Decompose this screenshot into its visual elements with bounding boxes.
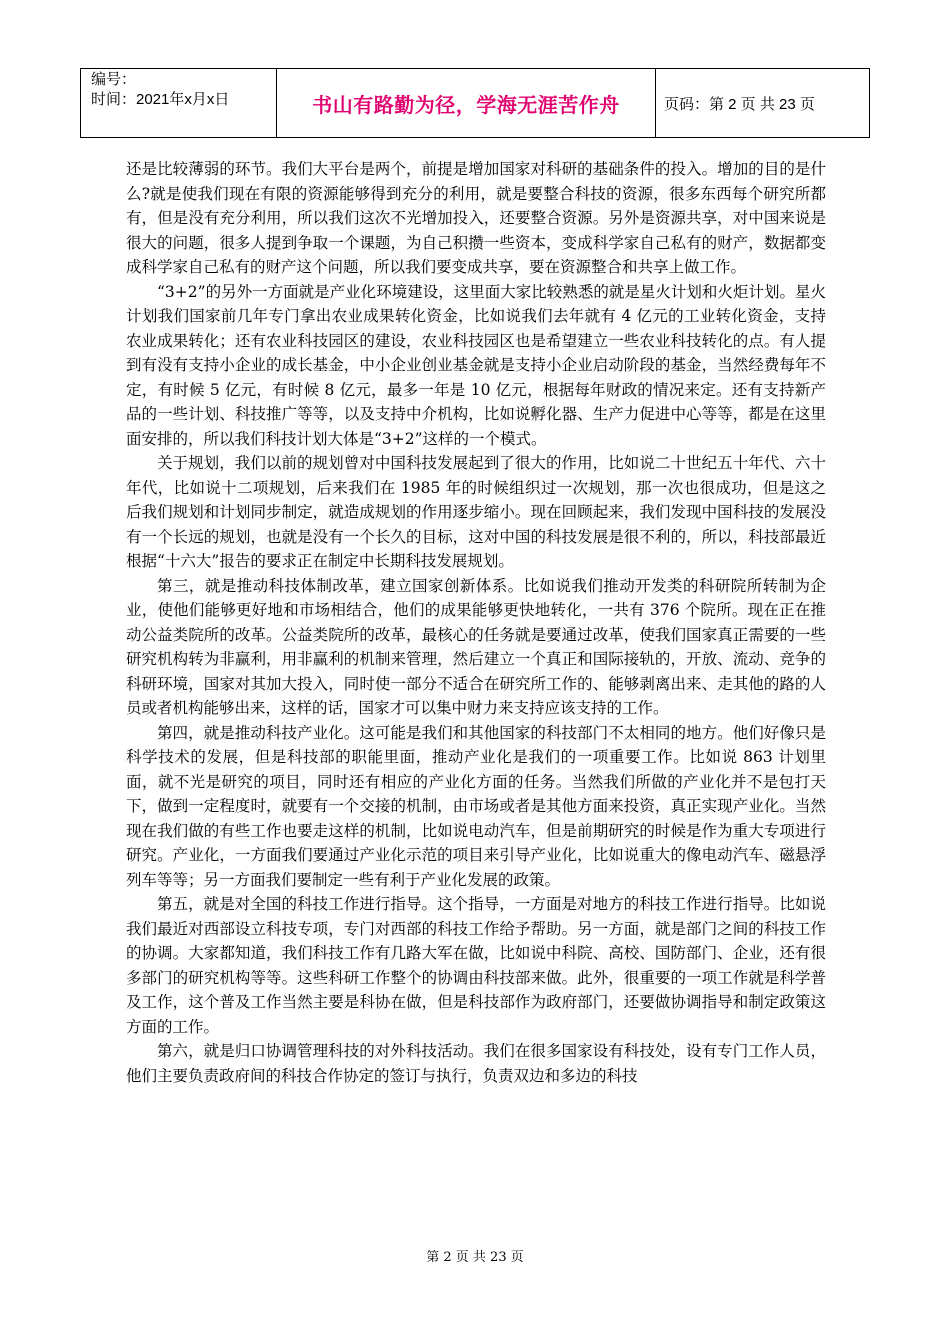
header-motto: 书山有路勤为径，学海无涯苦作舟 [277, 69, 656, 137]
header-page-number: 页码：第 2 页 共 23 页 [664, 95, 815, 113]
header-meta [81, 69, 277, 137]
paragraph: 关于规划，我们以前的规划曾对中国科技发展起到了很大的作用，比如说二十世纪五十年代、六十年代，比如说十二项规划，后来我们在 1985 年的时候组织过一次规划，那一次也很成功，但是这之后我们规划和计划同步制定，就造成规划的作用逐步缩小。现在回顾起来，我们发现中国科技的发展没有一个长远的规划，也就是没有一个长久的目标，这对中国的科技发展是很不利的，所以，科技部最近根据“十六大”报告的要求正在制定中长期科技发展规划。 [126, 454, 826, 570]
paragraph: 第六，就是归口协调管理科技的对外科技活动。我们在很多国家设有科技处，设有专门工作人员，他们主要负责政府间的科技合作协定的签订与执行，负责双边和多边的科技 [126, 1042, 826, 1085]
paragraph: 还是比较薄弱的环节。我们大平台是两个，前提是增加国家对科研的基础条件的投入。增加的目的是什么?就是使我们现在有限的资源能够得到充分的利用，就是要整合科技的资源，很多东西每个研究所都有，但是没有充分利用，所以我们这次不光增加投入，还要整合资源。另外是资源共享，对中国来说是很大的问题，很多人提到争取一个课题，为自己积攒一些资本，变成科学家自己私有的财产，数据都变成科学家自己私有的财产这个问题，所以我们要变成共享，要在资源整合和共享上做工作。 [126, 160, 826, 276]
document-date-label: 时间：2021年x月x日 [91, 91, 230, 108]
paragraph: 第三，就是推动科技体制改革，建立国家创新体系。比如说我们推动开发类的科研院所转制为企业，使他们能够更好地和市场相结合，他们的成果能够更快地转化，一共有 376 个院所。现在正在推动公益类院所的改革。公益类院所的改革，最核心的任务就是要通过改革，使我们国家真正需要的一些研究机构转为非赢利，用非赢利的机制来管理，然后建立一个真正和国际接轨的，开放、流动、竞争的科研环境，国家对其加大投入，同时使一部分不适合在研究所工作的、能够剥离出来、走其他的路的人员或者机构能够出来，这样的话，国家才可以集中财力来支持应该支持的工作。 [126, 576, 826, 717]
page-footer: 第 2 页 共 23 页 [426, 1250, 524, 1265]
document-number-label: 编号： [91, 71, 137, 88]
page-header [80, 68, 870, 138]
paragraph: 第五，就是对全国的科技工作进行指导。这个指导，一方面是对地方的科技工作进行指导。比如说我们最近对西部设立科技专项，专门对西部的科技工作给予帮助。另一方面，就是部门之间的科技工作的协调。大家都知道，我们科技工作有几路大军在做，比如说中科院、高校、国防部门、企业，还有很多部门的研究机构等等。这些科研工作整个的协调由科技部来做。此外，很重要的一项工作就是科学普及工作，这个普及工作当然主要是科协在做，但是科技部作为政府部门，还要做协调指导和制定政策这方面的工作。 [126, 895, 826, 1036]
paragraph: 第四，就是推动科技产业化。这可能是我们和其他国家的科技部门不太相同的地方。他们好像只是科学技术的发展，但是科技部的职能里面，推动产业化是我们的一项重要工作。比如说 863 计划里面，就不光是研究的项目，同时还有相应的产业化方面的任务。当然我们所做的产业化并不是包打天下，做到一定程度时，就要有一个交接的机制，由市场或者是其他方面来投资，真正实现产业化。当然现在我们做的有些工作也要走这样的机制，比如说电动汽车，但是前期研究的时候是作为重大专项进行研究。产业化，一方面我们要通过产业化示范的项目来引导产业化，比如说重大的像电动汽车、磁悬浮列车等等；另一方面我们要制定一些有利于产业化发展的政策。 [126, 723, 826, 889]
body-text [126, 157, 826, 1088]
paragraph: “3+2”的另外一方面就是产业化环境建设，这里面大家比较熟悉的就是星火计划和火炬计划。星火计划我们国家前几年专门拿出农业成果转化资金，比如说我们去年就有 4 亿元的工业转化资金，支持农业成果转化；还有农业科技园区的建设，农业科技园区也是希望建立一些农业科技转化的点。有人提到有没有支持小企业的成长基金，中小企业创业基金就是支持小企业启动阶段的基金，当然经费每年不定，有时候 5 亿元，有时候 8 亿元，最多一年是 10 亿元，根据每年财政的情况来定。还有支持新产品的一些计划、科技推广等等，以及支持中介机构，比如说孵化器、生产力促进中心等等，都是在这里面安排的，所以我们科技计划大体是“3+2”这样的一个模式。 [126, 282, 826, 448]
